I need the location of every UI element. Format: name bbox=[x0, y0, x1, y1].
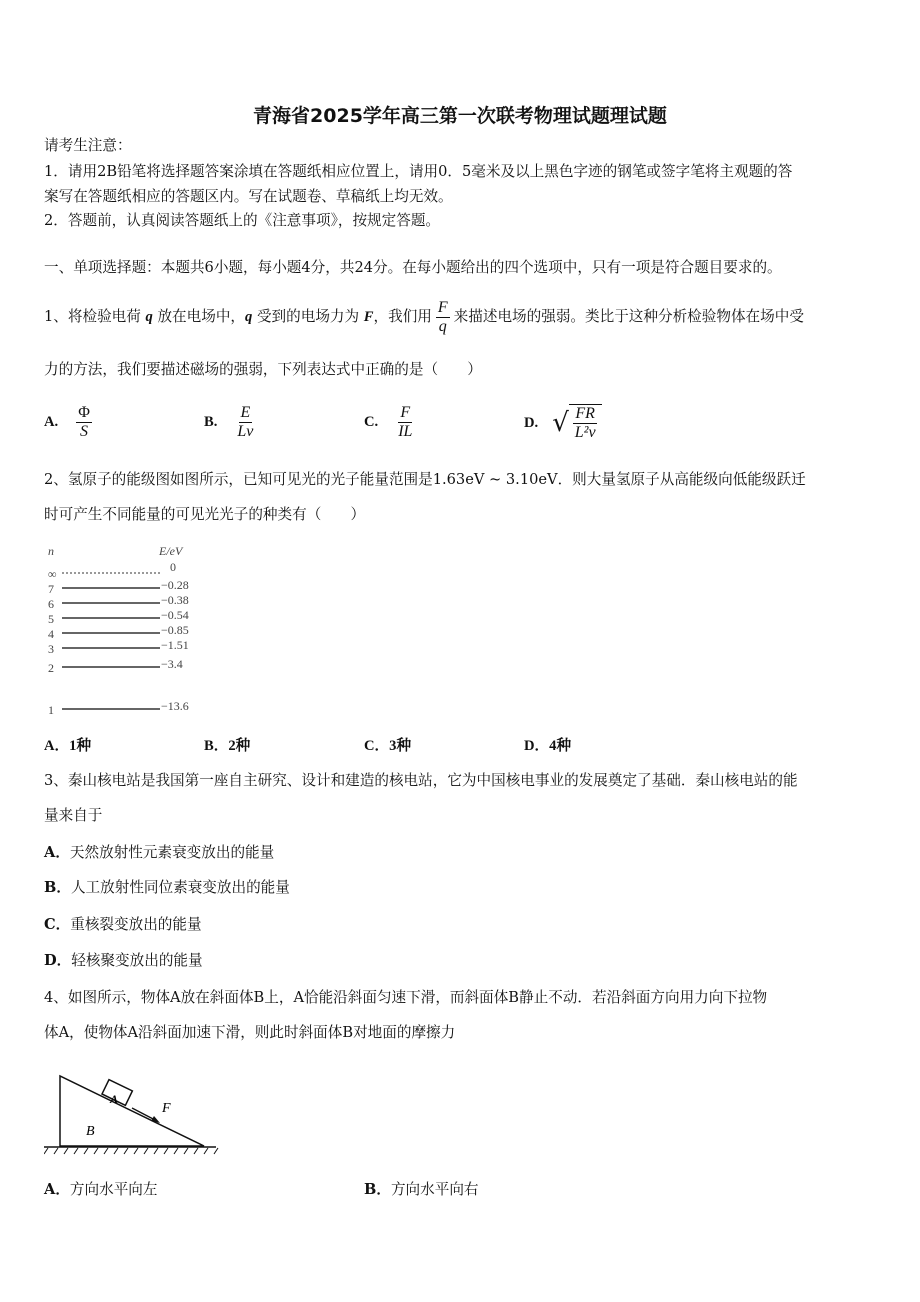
label-f: F bbox=[162, 1101, 171, 1116]
q1-text: 来描述电场的强弱。类比于这种分析检验物体在场中受 bbox=[453, 308, 804, 325]
level-energy: −0.28 bbox=[161, 578, 189, 592]
numerator: E bbox=[240, 404, 251, 421]
q1-text: 放在电场中， bbox=[157, 308, 246, 325]
option-label: B． bbox=[204, 738, 229, 754]
level-energy: 0 bbox=[170, 560, 176, 574]
option-fraction bbox=[396, 404, 414, 441]
q1-option-b[interactable] bbox=[204, 404, 259, 441]
option-fraction bbox=[573, 405, 598, 442]
option-text: 方向水平向右 bbox=[390, 1181, 479, 1198]
incline-figure bbox=[44, 1068, 224, 1158]
q2-option-c[interactable] bbox=[364, 734, 411, 755]
notice-item-1-cont: 案写在答题纸相应的答题区内。写在试题卷、草稿纸上均无效。 bbox=[44, 188, 453, 205]
ground-hatching bbox=[44, 1148, 218, 1154]
denominator: S bbox=[80, 423, 89, 440]
option-label: D． bbox=[524, 738, 550, 754]
option-label: D． bbox=[44, 952, 72, 969]
question-4: 4、如图所示，物体A放在斜面体B上，A恰能沿斜面匀速下滑，而斜面体B静止不动．若沿斜面方向用力向下拉物 bbox=[44, 989, 768, 1006]
option-label: A． bbox=[44, 844, 70, 861]
level-n: 4 bbox=[48, 627, 54, 641]
level-energy: −1.51 bbox=[161, 638, 189, 652]
option-text: 轻核聚变放出的能量 bbox=[71, 952, 203, 969]
option-text: 1种 bbox=[69, 738, 92, 754]
q2-option-a[interactable] bbox=[44, 734, 91, 755]
denominator: L²v bbox=[574, 424, 596, 441]
q1-option-c[interactable] bbox=[364, 404, 418, 441]
energy-level bbox=[48, 657, 183, 675]
option-text: 天然放射性元素衰变放出的能量 bbox=[69, 844, 275, 861]
energy-level-diagram bbox=[44, 543, 214, 721]
option-text: 2种 bbox=[228, 738, 251, 754]
numerator: F bbox=[400, 404, 411, 421]
q2-option-b[interactable] bbox=[204, 734, 250, 755]
denominator: Lv bbox=[237, 423, 254, 440]
option-text: 4种 bbox=[549, 738, 572, 754]
question-3-cont: 量来自于 bbox=[44, 807, 103, 824]
level-energy: −0.54 bbox=[161, 608, 189, 622]
energy-level bbox=[48, 638, 189, 656]
option-text: 3种 bbox=[389, 738, 412, 754]
energy-level bbox=[48, 699, 189, 717]
q2-option-d[interactable] bbox=[524, 734, 571, 755]
option-label: A． bbox=[44, 1181, 70, 1198]
n-axis-label: n bbox=[48, 544, 54, 558]
q1-option-a[interactable] bbox=[44, 404, 96, 441]
var-q: q bbox=[245, 309, 253, 325]
level-n: 3 bbox=[48, 642, 54, 656]
var-F: F bbox=[363, 309, 374, 325]
option-label: A． bbox=[44, 738, 70, 754]
q3-option-a[interactable] bbox=[44, 843, 274, 863]
level-n: 2 bbox=[48, 661, 54, 675]
option-text: 方向水平向左 bbox=[69, 1181, 158, 1198]
level-energy: −3.4 bbox=[161, 657, 183, 671]
incline-block-b bbox=[60, 1076, 204, 1146]
sqrt-icon: √ $\frac{FR}{\text{L²v}}$ bbox=[552, 404, 601, 442]
level-n: ∞ bbox=[48, 567, 57, 581]
level-energy: −13.6 bbox=[161, 699, 189, 713]
numerator: FR bbox=[575, 405, 595, 422]
level-n: 1 bbox=[48, 703, 54, 717]
option-label: B. bbox=[204, 414, 218, 430]
option-label: A. bbox=[44, 414, 59, 430]
page-title: 青海省2025学年高三第一次联考物理试题理试题 bbox=[253, 105, 667, 127]
q4-option-a[interactable] bbox=[44, 1180, 158, 1200]
level-energy: −0.85 bbox=[161, 623, 189, 637]
q1-text: 受到的电场力为 bbox=[256, 308, 360, 325]
q3-option-b[interactable] bbox=[44, 878, 290, 898]
label-b: B bbox=[86, 1124, 95, 1139]
question-3: 3、秦山核电站是我国第一座自主研究、设计和建造的核电站，它为中国核电事业的发展奠定了基础．秦山核电站的能 bbox=[44, 772, 798, 789]
q1-option-d[interactable] bbox=[524, 404, 602, 442]
option-fraction bbox=[76, 404, 92, 441]
option-text: 重核裂变放出的能量 bbox=[70, 916, 202, 933]
question-4-cont: 体A，使物体A沿斜面加速下滑，则此时斜面体B对地面的摩擦力 bbox=[44, 1024, 456, 1041]
q1-text: ，我们用 bbox=[373, 308, 432, 325]
denominator: q bbox=[438, 317, 447, 335]
fraction-F-over-q bbox=[436, 299, 450, 336]
level-n: 6 bbox=[48, 597, 54, 611]
question-1 bbox=[44, 296, 804, 338]
var-q: q bbox=[145, 309, 153, 325]
label-a: A bbox=[110, 1092, 119, 1106]
question-2-cont: 时可产生不同能量的可见光光子的种类有（ ） bbox=[44, 506, 366, 523]
denominator: IL bbox=[398, 423, 413, 440]
energy-level bbox=[48, 560, 176, 581]
notice-item-1: 1．请用2B铅笔将选择题答案涂填在答题纸相应位置上，请用0．5毫米及以上黑色字迹的钢笔或签字笔将主观题的答 bbox=[44, 163, 793, 180]
level-n: 5 bbox=[48, 612, 54, 626]
q3-option-d[interactable] bbox=[44, 951, 203, 971]
section-heading: 一、单项选择题：本题共6小题，每小题4分，共24分。在每小题给出的四个选项中，只有一项是符合题目要求的。 bbox=[44, 259, 782, 276]
option-label: D. bbox=[524, 414, 539, 431]
option-label: C. bbox=[364, 414, 379, 430]
option-label: B． bbox=[44, 879, 71, 896]
q1-text: 1、将检验电荷 bbox=[44, 308, 141, 325]
question-2: 2、氢原子的能级图如图所示，已知可见光的光子能量范围是1.63eV ~ 3.10eV．则大量氢原子从高能级向低能级跃迁 bbox=[44, 471, 806, 488]
notice-heading: 请考生注意： bbox=[44, 137, 132, 154]
option-text: 人工放射性同位素衰变放出的能量 bbox=[70, 879, 290, 896]
q3-option-c[interactable] bbox=[44, 915, 202, 935]
level-energy: −0.38 bbox=[161, 593, 189, 607]
option-label: B． bbox=[364, 1181, 391, 1198]
option-label: C． bbox=[364, 738, 390, 754]
level-n: 7 bbox=[48, 582, 54, 596]
numerator: Φ bbox=[78, 404, 90, 421]
question-1-cont: 力的方法，我们要描述磁场的强弱，下列表达式中正确的是（ ） bbox=[44, 361, 482, 378]
option-fraction bbox=[235, 404, 255, 441]
energy-axis-label: E/eV bbox=[159, 544, 183, 558]
notice-item-2: 2．答题前，认真阅读答题纸上的《注意事项》，按规定答题。 bbox=[44, 212, 441, 229]
numerator: F bbox=[437, 298, 448, 316]
q4-option-b[interactable] bbox=[364, 1180, 479, 1200]
option-label: C． bbox=[44, 916, 71, 933]
